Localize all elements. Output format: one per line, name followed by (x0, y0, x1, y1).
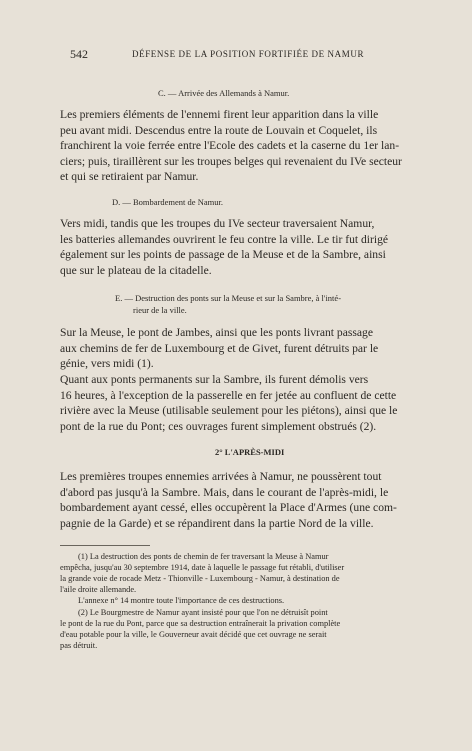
footnote-line: le pont de la rue du Pont, parce que sa destruction entraînerait la privation complète (60, 619, 341, 628)
text-line: génie, vers midi (1). (60, 357, 154, 371)
section-c-paragraph (60, 107, 432, 185)
section-d-paragraph (60, 216, 432, 278)
text-line: pagnie de la Garde) et se répandirent dans la partie Nord de la ville. (60, 516, 374, 530)
footnote-2 (60, 607, 432, 651)
text-line: 16 heures, à l'exception de la passerelle en fer jetée au confluent de cette (60, 388, 397, 402)
page-number: 542 (70, 47, 88, 61)
footnote-divider (60, 545, 150, 546)
footnote-line: d'eau potable pour la ville, le Gouverneur avait décidé que cet ouvrage ne serait (60, 630, 327, 639)
text-line: Sur la Meuse, le pont de Jambes, ainsi que les ponts livrant passage (60, 326, 373, 339)
text-line: peu avant midi. Descendus entre la route de Louvain et Coquelet, ils (60, 123, 378, 137)
text-line: aux chemins de fer de Luxembourg et de Givet, furent détruits par le (60, 341, 379, 355)
footnote-line: (2) Le Bourgmestre de Namur ayant insisté pour que l'on ne détruisît point (78, 608, 328, 617)
section-d-title: D. — Bombardement de Namur. (112, 197, 223, 207)
text-line: que sur le plateau de la citadelle. (60, 263, 212, 277)
footnote-line: empêcha, jusqu'au 30 septembre 1914, date à laquelle le passage fut rétabli, d'utiliser (60, 563, 345, 572)
footnote-line: l'aile droite allemande. (60, 585, 137, 594)
running-title: DÉFENSE DE LA POSITION FORTIFIÉE DE NAMUR (132, 49, 365, 59)
footnote-line: pas détruit. (60, 641, 98, 650)
text-line: et qui se retiraient par Namur. (60, 170, 199, 184)
section-apres-midi-paragraph (60, 469, 432, 531)
text-line: les batteries allemandes ouvrirent le feu contre la ville. Le tir fut dirigé (60, 232, 389, 246)
section-e-paragraph-2 (60, 372, 432, 434)
footnote-line: (1) La destruction des ponts de chemin de fer traversant la Meuse à Namur (78, 552, 329, 561)
section-c-title: C. — Arrivée des Allemands à Namur. (158, 88, 290, 98)
section-e-title-cont: rieur de la ville. (133, 305, 187, 315)
section-apres-midi-title: 2° L'APRÈS-MIDI (215, 447, 285, 457)
text-line: Quant aux ponts permanents sur la Sambre, ils furent démolis vers (60, 373, 369, 386)
text-line: Les premières troupes ennemies arrivées à Namur, ne poussèrent tout (60, 470, 382, 483)
text-line: Vers midi, tandis que les troupes du IVe secteur traversaient Namur, (60, 217, 375, 230)
text-line: ciers; puis, tiraillèrent sur les troupes belges qui revenaient du IVe secteur (60, 154, 402, 168)
section-e-paragraph-1 (60, 325, 432, 372)
text-line: d'abord pas jusqu'à la Sambre. Mais, dans le courant de l'après-midi, le (60, 485, 389, 499)
text-line: rivière avec la Meuse (utilisable seulement pour les piétons), ainsi que le (60, 404, 398, 418)
footnote-line: la grande voie de rocade Metz - Thionville - Luxembourg - Namur, à destination de (60, 574, 340, 583)
footnote-1 (60, 551, 432, 606)
text-line: pont de la rue du Pont; ces ouvrages furent simplement obstrués (2). (60, 419, 377, 433)
text-line: bombardement ayant cessé, elles occupèrent la Place d'Armes (une com- (60, 501, 397, 515)
footnote-line: L'annexe n° 14 montre toute l'importance de ces destructions. (78, 596, 285, 605)
text-line: Les premiers éléments de l'ennemi firent leur apparition dans la ville (60, 108, 379, 121)
section-e-title: E. — Destruction des ponts sur la Meuse et sur la Sambre, à l'inté- (115, 293, 342, 303)
text-line: franchirent la voie ferrée entre l'Ecole des cadets et la caserne du 1er lan- (60, 139, 400, 153)
text-line: également sur les points de passage de la Meuse et de la Sambre, ainsi (60, 248, 386, 262)
